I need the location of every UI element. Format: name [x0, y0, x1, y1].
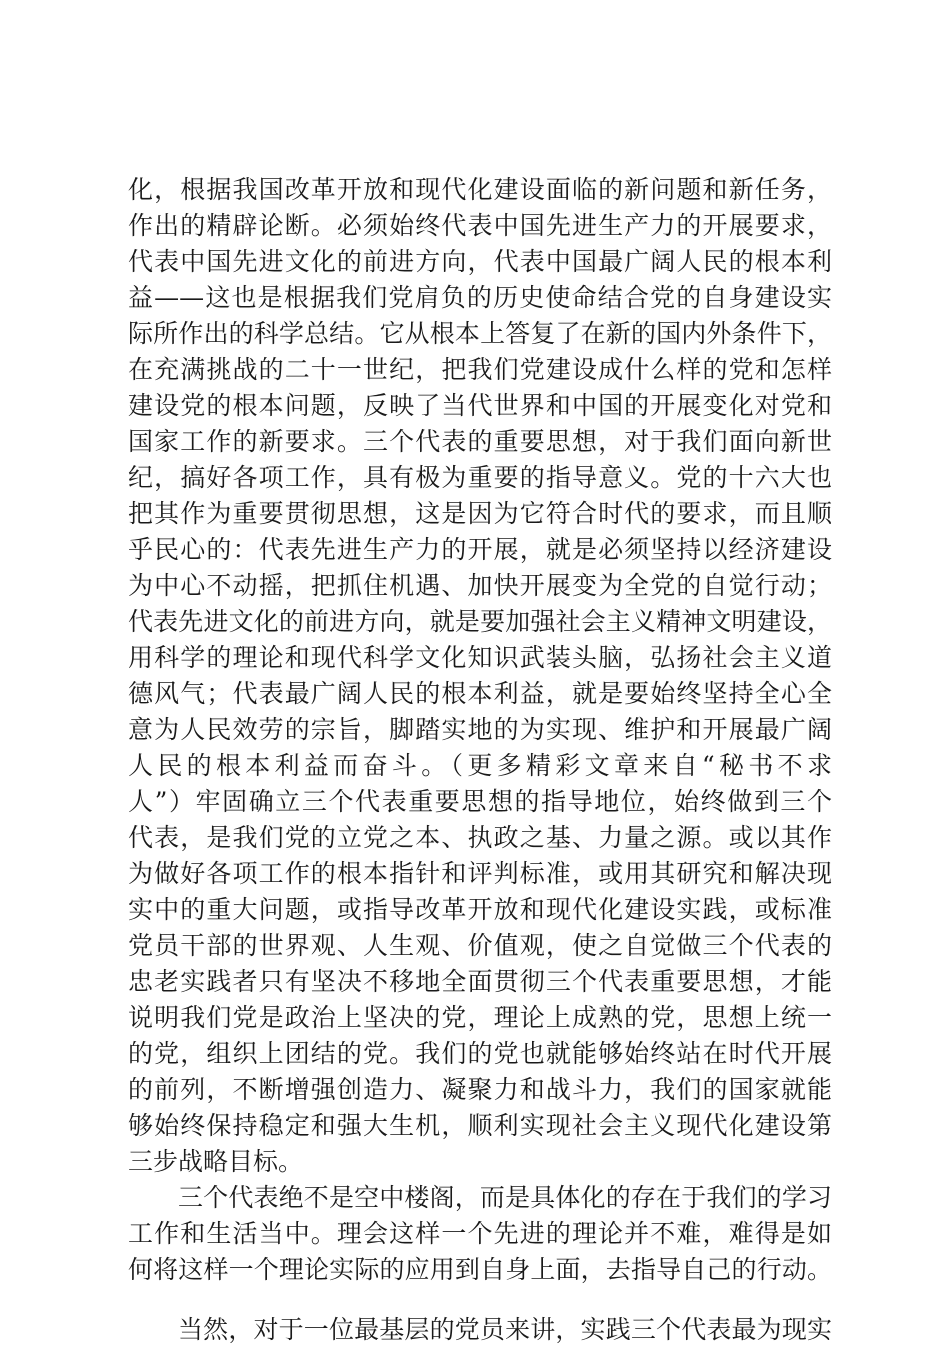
text-line: 实中的重大问题，或指导改革开放和现代化建设实践，或标准	[128, 895, 832, 924]
text-line: 何将这样一个理论实际的应用到自身上面，去指导自己的行动。	[128, 1255, 832, 1284]
text-line: 说明我们党是政治上坚决的党，理论上成熟的党，思想上统一	[128, 1003, 832, 1032]
text-line: 用科学的理论和现代科学文化知识武装头脑，弘扬社会主义道	[128, 643, 832, 672]
text-line: 为中心不动摇，把抓住机遇、加快开展变为全党的自觉行动；	[128, 571, 832, 600]
paragraph-first-line: 三个代表绝不是空中楼阁，而是具体化的存在于我们的学习	[178, 1183, 832, 1212]
text-line: 在充满挑战的二十一世纪，把我们党建设成什么样的党和怎样	[128, 355, 832, 384]
text-line: 益——这也是根据我们党肩负的历史使命结合党的自身建设实	[128, 283, 832, 312]
text-line: 党员干部的世界观、人生观、价值观，使之自觉做三个代表的	[128, 931, 832, 960]
text-line: 际所作出的科学总结。它从根本上答复了在新的国内外条件下，	[128, 319, 832, 348]
text-line: 人民的根本利益而奋斗。（更多精彩文章来自“秘书不求	[128, 751, 832, 780]
paragraph-end-line: 三步战略目标。	[128, 1147, 304, 1176]
text-line: 忠老实践者只有坚决不移地全面贯彻三个代表重要思想，才能	[128, 967, 832, 996]
text-line: 人”）牢固确立三个代表重要思想的指导地位，始终做到三个	[128, 787, 832, 816]
text-line: 乎民心的：代表先进生产力的开展，就是必须坚持以经济建设	[128, 535, 832, 564]
text-line: 建设党的根本问题，反映了当代世界和中国的开展变化对党和	[128, 391, 832, 420]
text-line: 代表，是我们党的立党之本、执政之基、力量之源。或以其作	[128, 823, 832, 852]
text-line: 代表先进文化的前进方向，就是要加强社会主义精神文明建设，	[128, 607, 832, 636]
text-line: 够始终保持稳定和强大生机，顺利实现社会主义现代化建设第	[128, 1111, 832, 1140]
paragraph-first-line: 当然，对于一位最基层的党员来讲，实践三个代表最为现实	[178, 1315, 832, 1344]
text-line: 国家工作的新要求。三个代表的重要思想，对于我们面向新世	[128, 427, 832, 456]
text-line: 的党，组织上团结的党。我们的党也就能够始终站在时代开展	[128, 1039, 832, 1068]
text-line: 为做好各项工作的根本指针和评判标准，或用其研究和解决现	[128, 859, 832, 888]
text-line: 把其作为重要贯彻思想，这是因为它符合时代的要求，而且顺	[128, 499, 832, 528]
text-line: 代表中国先进文化的前进方向，代表中国最广阔人民的根本利	[128, 247, 832, 276]
text-line: 工作和生活当中。理会这样一个先进的理论并不难，难得是如	[128, 1219, 832, 1248]
text-line: 德风气；代表最广阔人民的根本利益，就是要始终坚持全心全	[128, 679, 832, 708]
text-line: 的前列，不断增强创造力、凝聚力和战斗力，我们的国家就能	[128, 1075, 832, 1104]
text-line: 作出的精辟论断。必须始终代表中国先进生产力的开展要求，	[128, 211, 832, 240]
text-line: 意为人民效劳的宗旨，脚踏实地的为实现、维护和开展最广阔	[128, 715, 832, 744]
text-line: 化，根据我国改革开放和现代化建设面临的新问题和新任务，	[128, 175, 832, 204]
text-line: 纪，搞好各项工作，具有极为重要的指导意义。党的十六大也	[128, 463, 832, 492]
